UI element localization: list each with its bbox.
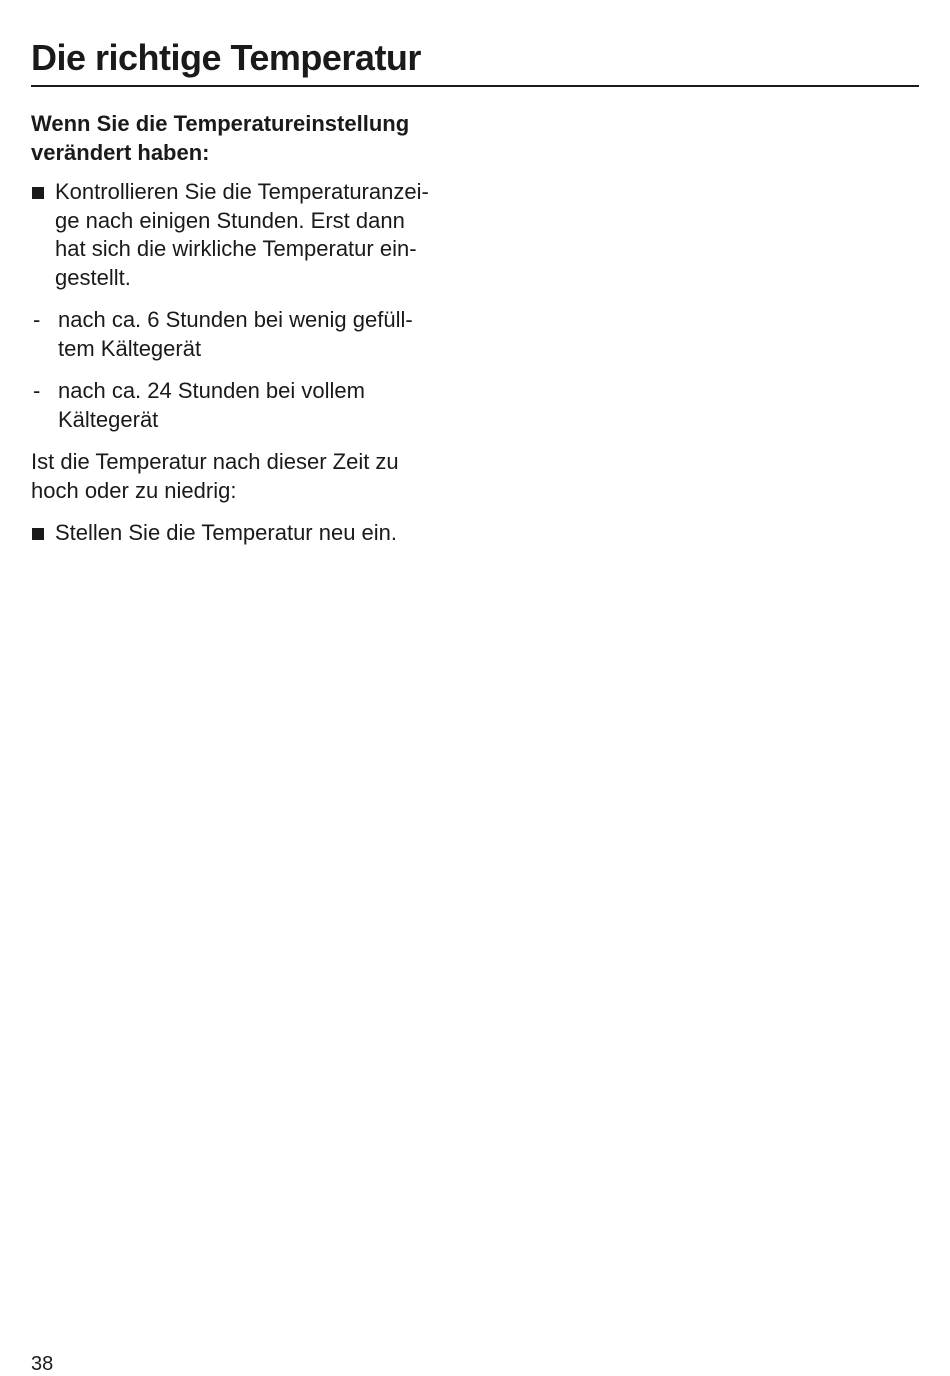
content-column bbox=[31, 110, 476, 562]
list-item-24-hours bbox=[31, 377, 476, 434]
instruction-item-check-display bbox=[31, 178, 476, 292]
square-bullet-icon bbox=[32, 187, 44, 199]
page-title: Die richtige Temperatur bbox=[31, 37, 421, 78]
instruction-line: hat sich die wirkliche Temperatur ein- bbox=[55, 236, 417, 261]
title-divider bbox=[31, 85, 919, 87]
paragraph-line: hoch oder zu niedrig: bbox=[31, 477, 237, 503]
instruction-line: ge nach einigen Stunden. Erst dann bbox=[55, 207, 405, 233]
instruction-line: gestellt. bbox=[55, 264, 131, 290]
section-subheading bbox=[31, 110, 476, 167]
page-number: 38 bbox=[31, 1353, 54, 1375]
instruction-item-reset-temperature bbox=[31, 519, 476, 548]
list-item-line: Kältegerät bbox=[58, 406, 159, 432]
body-paragraph bbox=[31, 448, 476, 505]
list-item-line: nach ca. 6 Stunden bei wenig gefüll- bbox=[58, 307, 413, 332]
instruction-line: Kontrollieren Sie die Temperaturanzei- bbox=[55, 179, 429, 204]
paragraph-line: Ist die Temperatur nach dieser Zeit zu bbox=[31, 449, 399, 474]
subheading-line: verändert haben: bbox=[31, 139, 210, 165]
instruction-line: Stellen Sie die Temperatur neu ein. bbox=[55, 520, 398, 545]
subheading-line: Wenn Sie die Temperatureinstellung bbox=[31, 111, 410, 136]
square-bullet-icon bbox=[32, 528, 44, 540]
list-item-line: tem Kältegerät bbox=[58, 335, 202, 361]
list-item-6-hours bbox=[31, 306, 476, 363]
dash-bullet: - bbox=[33, 307, 41, 332]
list-item-line: nach ca. 24 Stunden bei vollem bbox=[58, 378, 365, 403]
dash-bullet: - bbox=[33, 378, 41, 403]
